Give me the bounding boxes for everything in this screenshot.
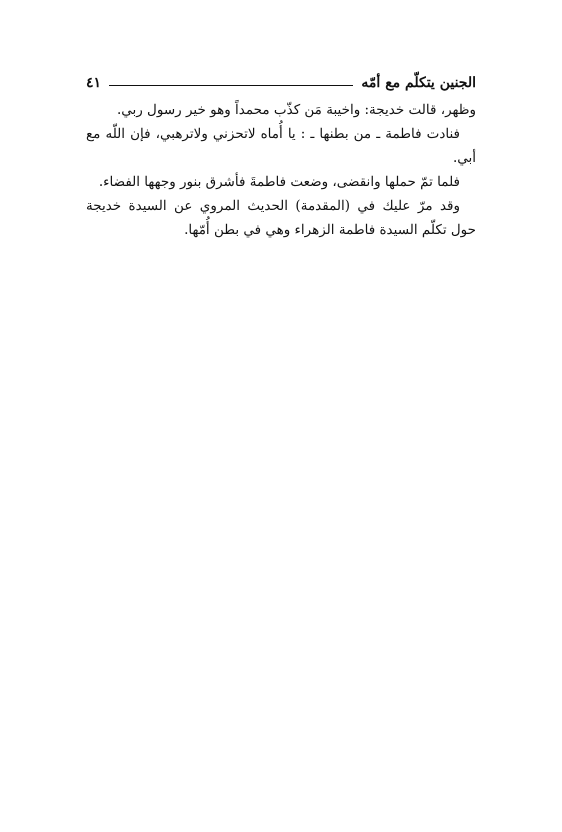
paragraph-3: فلما تمّ حملها وانقضى، وضعت فاطمةَ فأشرق بنور وجهها الفضاء. (98, 174, 460, 190)
running-header (86, 72, 476, 94)
page-number: ٤١ (86, 75, 102, 91)
paragraph-1: وظهر، قالت خديجة: واخيبة مَن كذّب محمداً وهو خير رسول ربي. (116, 102, 476, 118)
paragraph-4: وقد مرّ عليك في (المقدمة) الحديث المروي عن السيدة خديجة حول تكلّم السيدة فاطمة الزهراء وهي في بطن أُمّها. (86, 198, 476, 238)
header-rule (109, 85, 353, 86)
running-title: الجنين يتكلّم مع أمّه (361, 75, 476, 91)
paragraph-2: فنادت فاطمة ـ من بطنها ـ : يا أُماه لاتحزني ولاترهبي، فإن اللّه مع أبي. (86, 126, 476, 166)
page-body (86, 98, 476, 242)
